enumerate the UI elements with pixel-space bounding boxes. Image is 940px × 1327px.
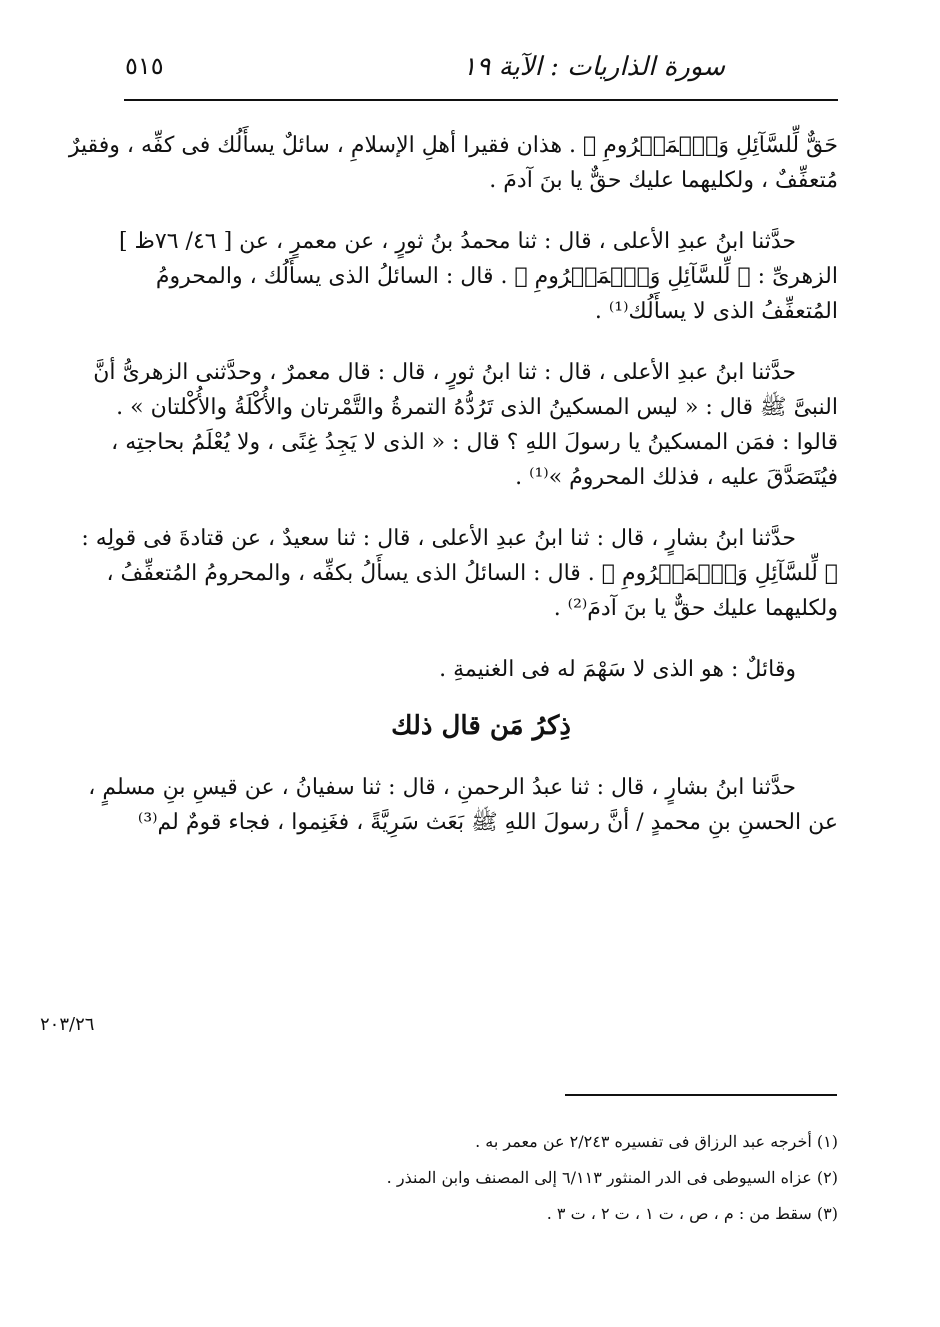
running-title: سورة الذاريات : الآية ١٩ xyxy=(462,52,725,82)
paragraph-3 xyxy=(93,355,838,495)
text-line: ﴿ لِّلسَّآئِلِ وَٱلۡمَحۡرُومِ ﴾ . قال : السائلُ الذى يسأَلُ بكفِّه ، والمحرومُ المُتعفِّفُ ، xyxy=(106,561,838,586)
paragraph-4 xyxy=(81,521,838,626)
text-line: الزهرىِّ : ﴿ لِّلسَّآئِلِ وَٱلۡمَحۡرُومِ ﴾ . قال : السائلُ الذى يسأَلُك ، والمحرومُ xyxy=(155,264,838,289)
margin-reference: ٢٠٣/٢٦ xyxy=(40,1014,95,1035)
text-line: عن الحسنِ بنِ محمدٍ / أنَّ رسولَ اللهِ ﷺ بَعَث سَرِيَّةً ، فغَنِموا ، فجاء قومٌ لم⁽³⁾ xyxy=(137,810,838,835)
footnote-rule xyxy=(565,1094,837,1096)
paragraph-5 xyxy=(124,652,838,687)
text-line: حدَّثنا ابنُ عبدِ الأعلى ، قال : ثنا محمدُ بنُ ثورٍ ، عن معمرٍ ، عن [ ٤٦/ ٧٦ظ ] xyxy=(118,229,796,254)
footnote: (٣) سقط من : م ، ص ، ت ١ ، ت ٢ ، ت ٣ . xyxy=(546,1204,838,1223)
page-number: ٥١٥ xyxy=(125,52,164,80)
text-line: حَقٌّ لِّلسَّآئِلِ وَٱلۡمَحۡرُومِ ﴾ . هذان فقيرا أهلِ الإسلامِ ، سائلٌ يسأَلُك فى كفِّه ، وفقيرٌ xyxy=(68,133,838,158)
text-line: مُتعفِّفٌ ، ولكليهما عليك حقٌّ يا بنَ آدمَ . xyxy=(489,168,838,193)
text-line: حدَّثنا ابنُ بشارٍ ، قال : ثنا ابنُ عبدِ الأعلى ، قال : ثنا سعيدٌ ، عن قتادةَ فى قولِه : xyxy=(81,526,796,551)
header-rule xyxy=(124,99,838,101)
paragraph-6 xyxy=(88,770,838,840)
text-line: ولكليهما عليك حقٌّ يا بنَ آدمَ⁽²⁾ . xyxy=(553,596,838,621)
text-line: حدَّثنا ابنُ بشارٍ ، قال : ثنا عبدُ الرحمنِ ، قال : ثنا سفيانُ ، عن قيسِ بنِ مسلمٍ ، xyxy=(88,775,796,800)
text-line: المُتعفِّفُ الذى لا يسأَلُك⁽¹⁾ . xyxy=(594,299,838,324)
running-head xyxy=(125,52,835,92)
text-line: النبىَّ ﷺ قال : « ليس المسكينُ الذى تَرُدُّهُ التمرةُ والتَّمْرتان والأُكْلَةُ والأُكْلتان » . xyxy=(116,395,838,420)
paragraph-1 xyxy=(68,128,838,198)
section-heading: ذِكرُ مَن قال ذلك xyxy=(391,711,571,741)
footnote: (٢) عزاه السيوطى فى الدر المنثور ٦/١١٣ إلى المصنف وابن المنذر . xyxy=(386,1168,838,1187)
main-text xyxy=(68,128,838,840)
text-line: قالوا : فمَن المسكينُ يا رسولَ اللهِ ؟ قال : « الذى لا يَجِدُ غِنًى ، ولا يُعْلَمُ بحاجتِه ، xyxy=(111,430,838,455)
text-line: حدَّثنا ابنُ عبدِ الأعلى ، قال : ثنا ابنُ ثورٍ ، قال : قال معمرٌ ، وحدَّثنى الزهرىُّ أنَّ xyxy=(93,360,796,385)
text-line: فيُتَصَدَّقَ عليه ، فذلك المحرومُ »⁽¹⁾ . xyxy=(515,465,838,490)
footnotes xyxy=(200,1124,838,1232)
text-line: وقائلٌ : هو الذى لا سَهْمَ له فى الغنيمةِ . xyxy=(439,657,796,682)
footnote: (١) أخرجه عبد الرزاق فى تفسيره ٢/٢٤٣ عن معمر به . xyxy=(475,1132,838,1151)
paragraph-2 xyxy=(118,224,838,329)
